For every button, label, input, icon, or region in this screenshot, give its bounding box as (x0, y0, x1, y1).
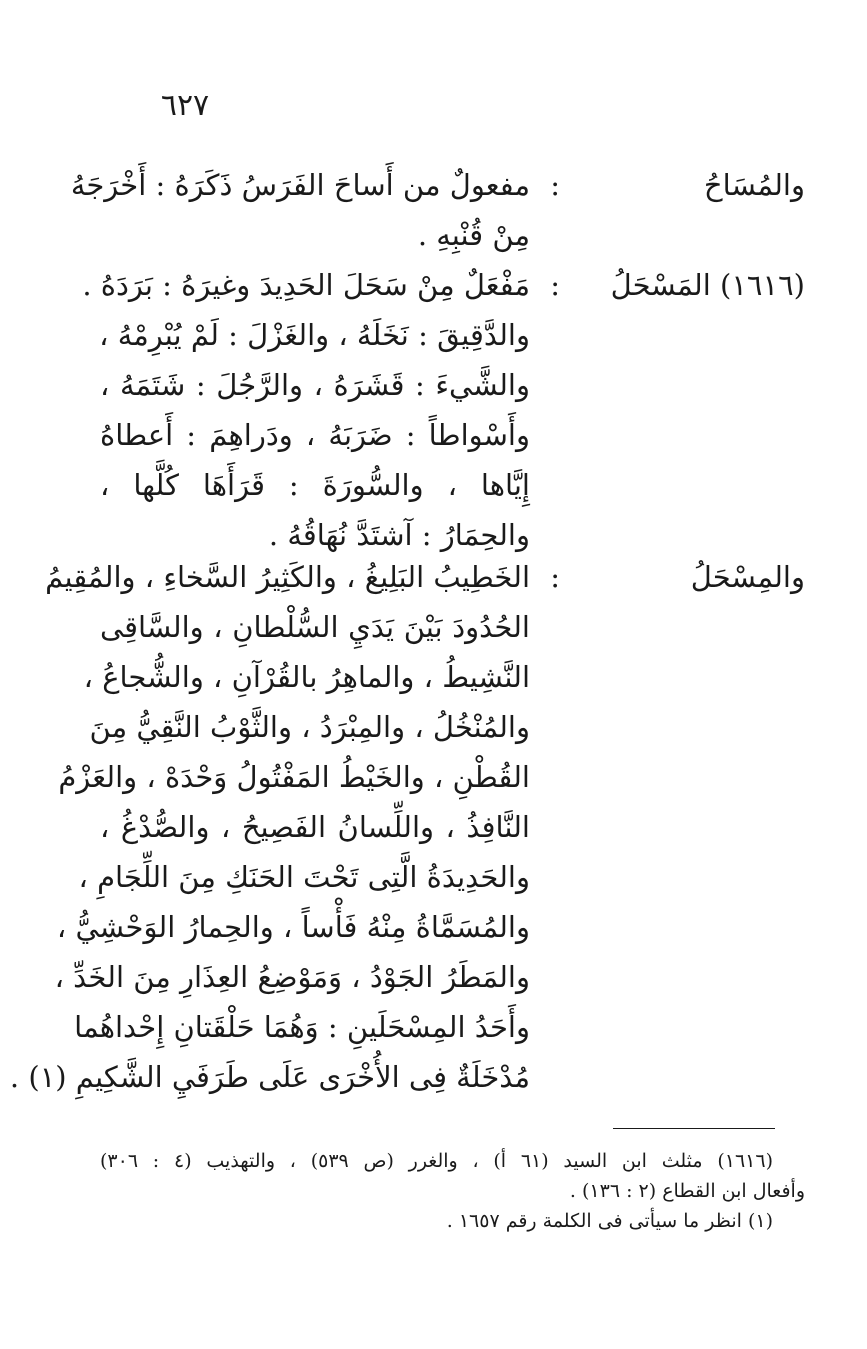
definition-line: والحِمَارُ : آشتَدَّ نُهَاقُهُ . (268, 518, 530, 552)
definition-line: إِيَّاها ، والسُّورَةَ : قَرَأَهَا كُلَّها ، (100, 468, 530, 502)
definition-line: النَّشِيطُ ، والماهِرُ بالقُرْآنِ ، والشُّجاعُ ، (83, 660, 530, 694)
definition-line: والشَّيءَ : قَشَرَهُ ، والرَّجُلَ : شَتَمَهُ ، (100, 368, 530, 402)
footnote-line: (١) انظر ما سيأتى فى الكلمة رقم ١٦٥٧ . (446, 1210, 773, 1232)
definition-line: مفعولٌ من أَساحَ الفَرَسُ ذَكَرَهُ : أَخْرَجَهُ (70, 168, 530, 202)
definition-line: الحُدُودَ بَيْنَ يَدَيِ السُّلْطانِ ، والسَّاقِى (100, 610, 530, 644)
definition-line: القُطْنِ ، والخَيْطُ المَفْتُولُ وَحْدَهْ ، والعَزْمُ (58, 760, 530, 794)
footnote-line: (١٦١٦) مثلث ابن السيد (٦١ أ) ، والغرر (ص ٥٣٩) ، والتهذيب (٤ : ٣٠٦) (100, 1150, 773, 1172)
footnote-line: وأفعال ابن القطاع (٢ : ١٣٦) . (569, 1180, 805, 1202)
definition-line: النَّافِذُ ، واللِّسانُ الفَصِيحُ ، والصُّدْغُ ، (100, 810, 530, 844)
page-number: ٦٢٧ (160, 88, 210, 123)
footnote-divider (613, 1128, 775, 1129)
definition-line: والمُنْخُلُ ، والمِبْرَدُ ، والثَّوْبُ النَّقِيُّ مِنَ (89, 710, 530, 744)
definition-line: والدَّقِيقَ : نَخَلَهُ ، والغَزْلَ : لَمْ يُبْرِمْهُ ، (99, 318, 530, 352)
definition-line: وأَسْواطاً : ضَرَبَهُ ، ودَراهِمَ : أَعطاهُ (100, 418, 530, 452)
entry-headword: (١٦١٦) المَسْحَلُ (610, 268, 805, 302)
entry-colon: : (550, 268, 560, 302)
definition-line: والمَطَرُ الجَوْدُ ، وَمَوْضِعُ العِذَارِ مِنَ الخَدِّ ، (54, 960, 530, 994)
footnotes (100, 1146, 805, 1236)
definition-line: الخَطِيبُ البَلِيغُ ، والكَثِيرُ السَّخاءِ ، والمُقِيمُ (45, 560, 530, 594)
definition-line: مِنْ قُنْبِهِ . (417, 218, 530, 252)
entry-colon: : (550, 560, 560, 594)
definition-line: مُدْخَلَةٌ فِى الأُخْرَى عَلَى طَرَفَيِ الشَّكِيمِ (١) . (9, 1060, 530, 1094)
entry-definition (70, 160, 530, 260)
definition-line: وأَحَدُ المِسْحَلَينِ : وَهُمَا حَلْقَتانِ إِحْداهُما (74, 1010, 530, 1044)
entry-headword: والمِسْحَلُ (690, 560, 805, 594)
entry-definition (9, 552, 530, 1102)
entry-headword: والمُسَاحُ (703, 168, 805, 202)
entry-definition (82, 260, 530, 560)
definition-line: والحَدِيدَةُ الَّتِى تَحْتَ الحَنَكِ مِنَ اللِّجَامِ ، (78, 860, 530, 894)
entry-colon: : (550, 168, 560, 202)
definition-line: والمُسَمَّاةُ مِنْهُ فَأْساً ، والحِمارُ الوَحْشِيُّ ، (56, 910, 530, 944)
definition-line: مَفْعَلٌ مِنْ سَحَلَ الحَدِيدَ وغيرَهُ : بَرَدَهُ . (82, 268, 530, 302)
